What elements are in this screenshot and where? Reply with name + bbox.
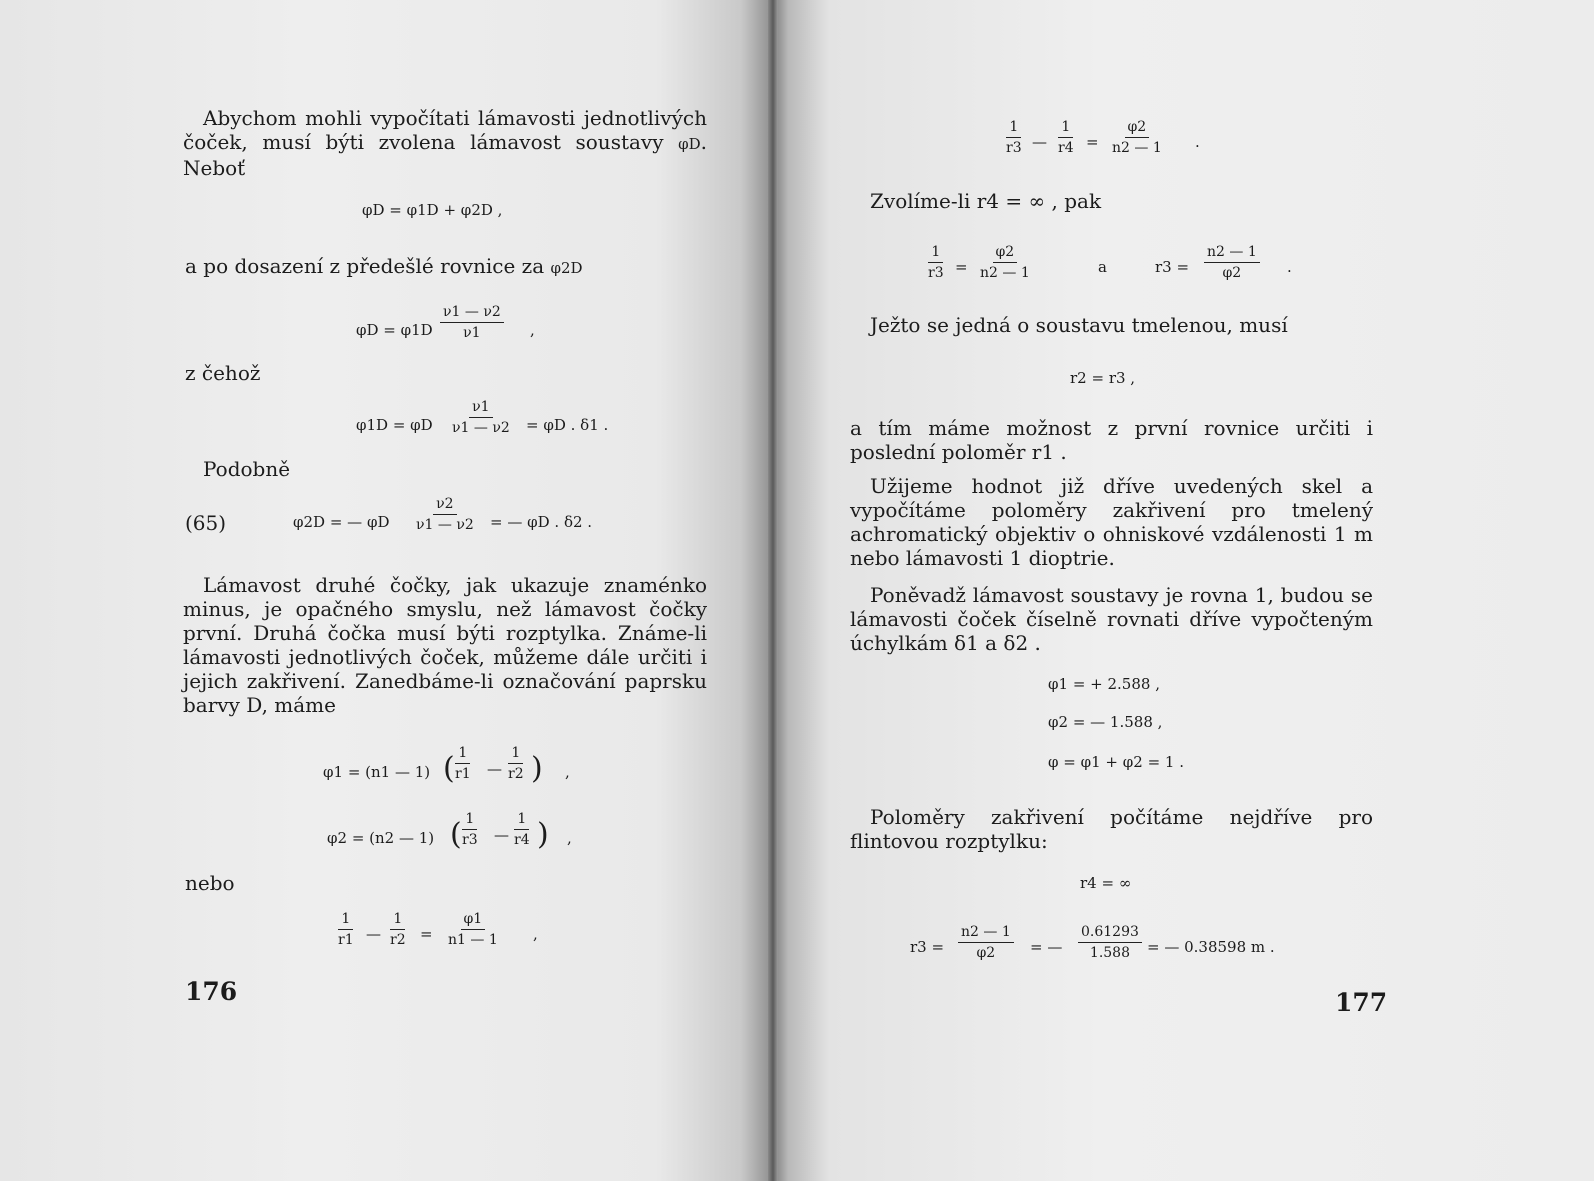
equation-r3-frac-a <box>928 243 944 282</box>
fraction-denominator: ν1 — ν2 <box>416 517 474 533</box>
fraction-denominator: r4 <box>514 832 530 848</box>
equation-phi2-frac-b <box>514 810 530 849</box>
fraction-denominator: n1 — 1 <box>448 932 498 948</box>
equation-r3r4-frac-a <box>1006 118 1022 157</box>
equals-sign: = <box>1086 133 1099 151</box>
book-gutter <box>768 0 778 1181</box>
equation-r2-r3: r2 = r3 , <box>1070 369 1136 387</box>
fraction-numerator: 1 <box>1058 118 1073 138</box>
fraction-denominator: φ2 <box>976 945 996 961</box>
substitution-symbol: φ2D <box>550 259 583 277</box>
paragraph-second-lens: Lámavost druhé čočky, jak ukazuje znaménko minus, je opačného smyslu, než lámavost čočky první. Druhá čočka musí býti rozptylka. Známe-li lámavosti jednotlivých čoček, můžeme dále určiti i jejich zakřivení. Zanedbáme-li označování paprsku barvy D, máme <box>183 573 707 717</box>
fraction-numerator: φ2 <box>1125 118 1150 138</box>
fraction-denominator: r2 <box>390 932 406 948</box>
fraction-numerator: φ1 <box>461 910 486 930</box>
paren-open: ( <box>450 817 462 852</box>
equation-phi1-lhs: φ1 = (n1 — 1) <box>323 763 431 781</box>
equation-r3-value-mid: = — <box>1030 938 1063 956</box>
equation-r3-value-rhs: = — 0.38598 m . <box>1147 938 1275 956</box>
fraction-denominator: r1 <box>338 932 354 948</box>
equation-r3-tail: . <box>1287 258 1292 276</box>
fraction-denominator: r2 <box>508 766 524 782</box>
page-number-right: 177 <box>1335 988 1388 1017</box>
fraction-denominator: ν1 <box>463 325 481 341</box>
equation-phi2D-fraction <box>416 495 474 534</box>
fraction-numerator: 1 <box>508 744 523 764</box>
text-nebo: nebo <box>185 871 235 895</box>
equation-r3-frac-b <box>980 243 1030 282</box>
text-z-cehoz: z čehož <box>185 361 261 385</box>
equation-r1r2-frac-b <box>390 910 406 949</box>
text-jezto: Ježto se jedná o soustavu tmelenou, musí <box>870 313 1288 337</box>
equation-phi2-frac-a <box>462 810 478 849</box>
fraction-denominator: r1 <box>455 766 471 782</box>
intro-text: Abychom mohli vypočítati lámavosti jednotlivých čoček, musí býti zvolena lámavost soustavy <box>183 106 707 154</box>
fraction-denominator: n2 — 1 <box>1112 140 1162 156</box>
fraction-numerator: 1 <box>1006 118 1021 138</box>
equation-r3-value-lhs: r3 = <box>910 938 945 956</box>
equation-phi2D-lhs: φ2D = — φD <box>293 513 390 531</box>
intro-symbol: φD <box>678 135 701 153</box>
equation-r4-infinity: r4 = ∞ <box>1080 874 1132 892</box>
fraction-numerator: 1 <box>390 910 405 930</box>
equation-phi1-tail: , <box>565 763 570 781</box>
equals-sign: = <box>420 925 433 943</box>
equation-r3-value-frac-b <box>1078 923 1142 962</box>
equation-r1r2-frac-c <box>448 910 498 949</box>
fraction-denominator: r3 <box>1006 140 1022 156</box>
equation-r3r4-tail: . <box>1195 133 1200 151</box>
minus-sign: — <box>366 925 381 943</box>
fraction-denominator: r3 <box>462 832 478 848</box>
equation-phi2-lhs: φ2 = (n2 — 1) <box>327 829 435 847</box>
fraction-denominator: φ2 <box>1222 265 1242 281</box>
fraction-denominator: 1.588 <box>1089 945 1130 961</box>
equation-phi1-frac-b <box>508 744 524 783</box>
equation-r3r4-frac-c <box>1112 118 1162 157</box>
fraction-numerator: n2 — 1 <box>958 923 1014 943</box>
equation-r3-frac-c <box>1204 243 1260 282</box>
fraction-numerator: ν1 — ν2 <box>440 303 504 323</box>
fraction-denominator: r4 <box>1058 140 1074 156</box>
paragraph-intro <box>183 106 707 180</box>
fraction-numerator: 1 <box>514 810 529 830</box>
fraction-numerator: φ2 <box>993 243 1018 263</box>
equation-phi1D-rhs: = φD . δ1 . <box>526 416 609 434</box>
fraction-denominator: ν1 — ν2 <box>452 420 510 436</box>
text-podobne: Podobně <box>203 457 291 481</box>
fraction-denominator: r3 <box>928 265 944 281</box>
text-a: a <box>1098 258 1107 276</box>
equation-phi2-tail: , <box>567 829 572 847</box>
equation-r3-lhs2: r3 = <box>1155 258 1190 276</box>
paragraph-last-radius: a tím máme možnost z první rovnice určiti i poslední poloměr r1 . <box>850 416 1373 464</box>
paren-close: ) <box>537 817 549 852</box>
fraction-numerator: ν2 <box>433 495 456 515</box>
equation-r1r2-tail: , <box>533 925 538 943</box>
equation-phi1-value: φ1 = + 2.588 , <box>1048 675 1160 693</box>
paragraph-lens-power: Poněvadž lámavost soustavy je rovna 1, budou se lámavosti čoček číselně rovnati dříve vypočteným úchylkám δ1 a δ2 . <box>850 583 1373 655</box>
equation-phi2-value: φ2 = — 1.588 , <box>1048 713 1163 731</box>
fraction-numerator: n2 — 1 <box>1204 243 1260 263</box>
minus-sign: — <box>487 760 502 778</box>
equation-phi1-frac-a <box>455 744 471 783</box>
fraction-numerator: 1 <box>455 744 470 764</box>
equation-phi1D-fraction <box>452 398 510 437</box>
equals-sign: = <box>955 258 968 276</box>
equation-phiD-fraction <box>440 303 504 342</box>
fraction-numerator: 0.61293 <box>1078 923 1142 943</box>
paren-open: ( <box>443 751 455 786</box>
paragraph-glasses: Užijeme hodnot již dříve uvedených skel a vypočítáme poloměry zakřivení pro tmelený achromatický objektiv o ohniskové vzdálenosti 1 m nebo lámavosti 1 dioptrie. <box>850 474 1373 570</box>
minus-sign: — <box>494 826 509 844</box>
equation-r3r4-frac-b <box>1058 118 1074 157</box>
paragraph-flint: Poloměry zakřivení počítáme nejdříve pro flintovou rozptylku: <box>850 805 1373 853</box>
paragraph-substitution <box>185 254 583 280</box>
substitution-text: a po dosazení z předešlé rovnice za <box>185 254 545 278</box>
equation-phiD-tail: , <box>530 321 535 339</box>
equation-r3-value-frac-a <box>958 923 1014 962</box>
paren-close: ) <box>531 751 543 786</box>
minus-sign: — <box>1032 133 1047 151</box>
equation-phiD-lhs: φD = φ1D <box>356 321 433 339</box>
page-number-left: 176 <box>185 977 238 1006</box>
fraction-numerator: 1 <box>462 810 477 830</box>
equation-phi2D-rhs: = — φD . δ2 . <box>490 513 593 531</box>
equation-phi-total: φ = φ1 + φ2 = 1 . <box>1048 753 1184 771</box>
intro-tail: . Neboť <box>183 130 707 180</box>
equation-r1r2-frac-a <box>338 910 354 949</box>
equation-phi1D-lhs: φ1D = φD <box>356 416 433 434</box>
equation-label-65: (65) <box>185 511 227 535</box>
fraction-denominator: n2 — 1 <box>980 265 1030 281</box>
fraction-numerator: 1 <box>338 910 353 930</box>
fraction-numerator: 1 <box>928 243 943 263</box>
fraction-numerator: ν1 <box>469 398 492 418</box>
equation-phi-sum: φD = φ1D + φ2D , <box>362 201 503 219</box>
text-zvolime: Zvolíme-li r4 = ∞ , pak <box>870 189 1102 213</box>
